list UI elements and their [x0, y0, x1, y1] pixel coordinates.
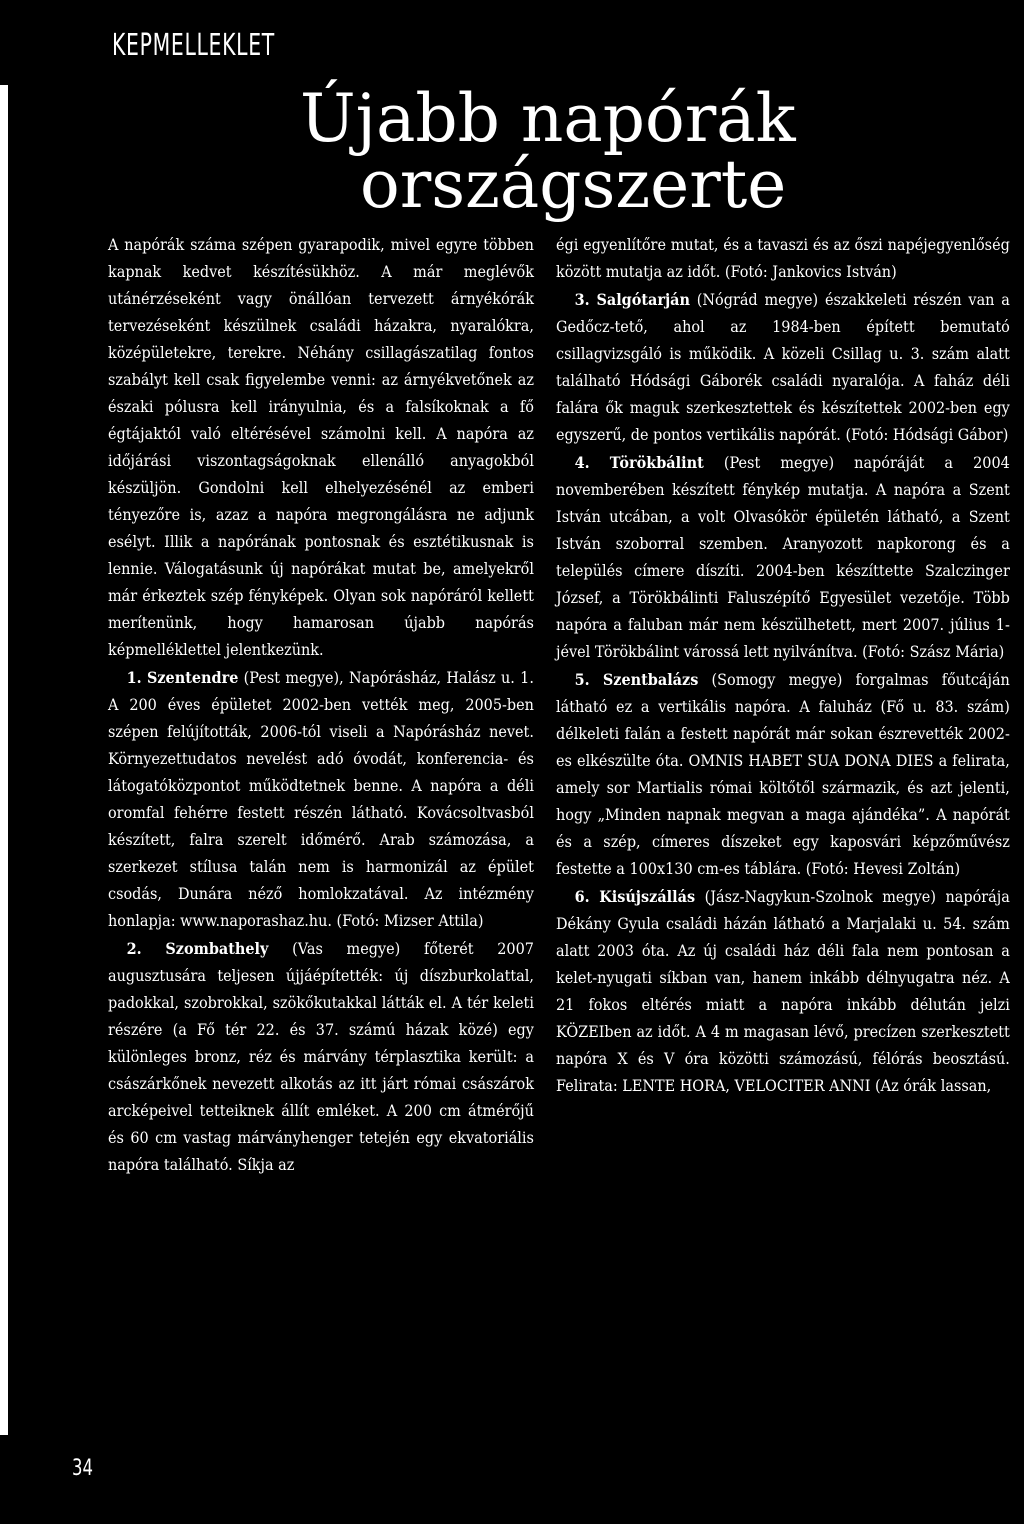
entry-place: Szombathely	[165, 939, 269, 958]
left-column	[108, 232, 534, 1179]
title-line-1: Újabb napórák	[300, 80, 796, 157]
entry-number: 1.	[126, 668, 142, 687]
entry-text: (Jász-Nagykun-Szolnok megye) napórája Dékány Gyula családi házán látható a Marjalaki u. 54. szám alatt 2003 óta. Az új családi ház déli fala nem pontosan a kelet-nyugati síkban van, hanem inkább délnyugatra néz. A 21 fokos eltérés miatt a napóra inkább délután jelzi KÖZEIben az időt. A 4 m magasan lévő, precízen szerkesztett napóra X és V óra közötti számozású, félórás beosztású. Felirata: LENTE HORA, VELOCITER ANNI (Az órák lassan,	[556, 888, 1010, 1095]
entry-text: (Nógrád megye) északkeleti részén van a Gedőcz-tető, ahol az 1984-ben épített bemutató csillagvizsgáló is működik. A közeli Csillag u. 3. szám alatt található Hódsági Gáborék családi nyaralója. A faház déli falára ők maguk szerkesztettek és készítettek 2002-ben egy egyszerű, de pontos vertikális napórát. (Fotó: Hódsági Gábor)	[556, 291, 1010, 444]
entry-number: 6.	[574, 887, 590, 906]
entry-place: Törökbálint	[609, 453, 704, 472]
right-column	[556, 232, 1010, 1100]
entry-place: Szentbalázs	[602, 670, 699, 689]
left-margin-rule	[0, 85, 8, 1435]
page-number: 34	[72, 1456, 93, 1481]
continuation-paragraph: égi egyenlítőre mutat, és a tavaszi és az őszi napéjegyenlőség között mutatja az időt. (Fotó: Jankovics István)	[556, 236, 1010, 281]
entry-1	[108, 664, 534, 935]
entry-2	[108, 935, 534, 1179]
title-line-2: országszerte	[360, 146, 787, 223]
entry-text: (Vas megye) főterét 2007 augusztusára teljesen újjáépítették: új díszburkolattal, padokkal, szobrokkal, szökőkutakkal látták el. A tér keleti részére (a Fő tér 22. és 37. számú házak közé) egy különleges bronz, réz és márvány térplasztika került: a császárkőnek nevezett alkotás az itt járt római császárok arcképeivel tetteiknek állít emléket. A 200 cm átmérőjű és 60 cm vastag márványhenger tetején egy ekvatoriális napóra található. Síkja az	[108, 940, 534, 1174]
entry-text: (Somogy megye) forgalmas főutcáján látható ez a vertikális napóra. A faluház (Fő u. 83. szám) délkeleti falán a festett napórát már sokan észrevették 2002-es elkészülte óta. OMNIS HABET SUA DONA DIES a felirata, amely sor Martialis római költőtől származik, és azt jelenti, hogy „Minden napnak megvan a maga ajándéka”. A napórát és a szép, címeres díszeket egy kaposvári képzőművész festette a 100x130 cm-es táblára. (Fotó: Hevesi Zoltán)	[556, 671, 1010, 878]
intro-paragraph: A napórák száma szépen gyarapodik, mivel egyre többen kapnak kedvet készítésükhöz. A már meglévők utánérzéseként vagy önállóan tervezett árnyékórák tervezéseként készülnek családi házakra, nyaralókra, középületekre, terekre. Néhány csillagászatilag fontos szabályt kell csak figyelembe venni: az árnyékvetőnek az északi pólusra kell irányulnia, és a falsíkoknak a fő égtájaktól való eltérésével számolni kell. A napóra az időjárási viszontagságoknak ellenálló anyagokból készüljön. Gondolni kell elhelyezésénél az emberi tényezőre is, azaz a napóra megrongálásra ne adjunk esélyt. Illik a napórának pontosnak és esztétikusnak is lennie. Válogatásunk új napórákat mutat be, amelyekről már érkeztek szép fényképek. Olyan sok napóráról kellett merítenünk, hogy hamarosan újabb napórás képmelléklettel jelentkezünk.	[108, 236, 534, 659]
entry-number: 4.	[574, 453, 590, 472]
entry-place: Salgótarján	[596, 290, 691, 309]
entry-3	[556, 286, 1010, 449]
entry-4	[556, 449, 1010, 666]
entry-6	[556, 883, 1010, 1100]
entry-text: (Pest megye), Napórásház, Halász u. 1. A 200 éves épületet 2002-ben vették meg, 2005-ben szépen felújították, 2006-tól viseli a Napórásház nevet. Környezettudatos nevelést adó óvodát, konferencia- és látogatóközpontot működtetnek benne. A napóra a déli oromfal fehérre festett részén látható. Kovácsoltvasból készített, falra szerelt időmérő. Arab számozása, a szerkezet stílusa talán nem is harmonizál az épület csodás, Dunára néző homlokzatával. Az intézmény honlapja: www.naporashaz.hu. (Fotó: Mizser Attila)	[108, 669, 534, 930]
entry-number: 5.	[574, 670, 590, 689]
entry-place: Szentendre	[146, 668, 239, 687]
entry-number: 3.	[574, 290, 590, 309]
section-label: KEPMELLEKLET	[112, 28, 275, 63]
article-title	[300, 80, 800, 223]
entry-5	[556, 666, 1010, 883]
entry-place: Kisújszállás	[599, 887, 696, 906]
entry-number: 2.	[126, 939, 142, 958]
entry-text: (Pest megye) napóráját a 2004 novemberében készített fénykép mutatja. A napóra a Szent István utcában, a volt Olvasókör épületén látható, a Szent István szoborral szemben. Aranyozott napkorong és a település címere díszíti. 2004-ben készíttette Szalczinger József, a Törökbálinti Faluszépítő Egyesület vezetője. Több napóra a faluban már nem készülhetett, mert 2007. július 1-jével Törökbálint várossá lett nyilvánítva. (Fotó: Szász Mária)	[556, 454, 1010, 661]
